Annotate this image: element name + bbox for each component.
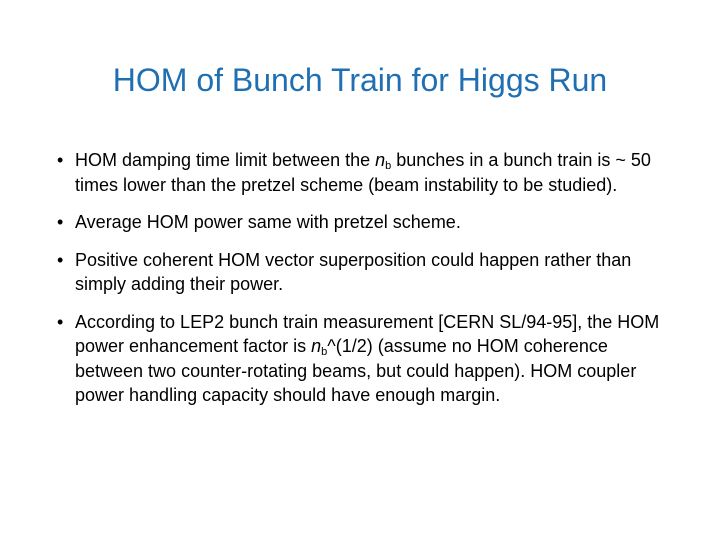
slide-title: HOM of Bunch Train for Higgs Run bbox=[112, 62, 608, 98]
bullet-dot-icon: • bbox=[57, 249, 64, 270]
bullet-item-2 bbox=[57, 210, 672, 235]
subscript-b: b bbox=[385, 160, 392, 172]
variable-n: n bbox=[311, 336, 322, 356]
bullet-list bbox=[57, 148, 672, 421]
bullet-text-post: ^(1/2) (assume no HOM coherence between two counter-rotating beams, but could happen). HOM coupler power handling capacity should have enough margin. bbox=[75, 336, 637, 405]
bullet-dot-icon: • bbox=[57, 311, 64, 332]
bullet-item-1 bbox=[57, 148, 672, 197]
subscript-b: b bbox=[321, 346, 328, 358]
bullet-item-4 bbox=[57, 310, 672, 408]
bullet-text-pre: HOM damping time limit between the bbox=[75, 150, 376, 170]
bullet-text-pre: According to LEP2 bunch train measurement [CERN SL/94-95], the HOM power enhancement factor is bbox=[75, 311, 660, 356]
bullet-text: Average HOM power same with pretzel scheme. bbox=[75, 212, 461, 232]
bullet-text: Positive coherent HOM vector superposition could happen rather than simply adding their power. bbox=[75, 249, 632, 294]
variable-n: n bbox=[375, 150, 386, 170]
bullet-dot-icon: • bbox=[57, 212, 64, 232]
bullet-item-3 bbox=[57, 248, 672, 297]
bullet-dot-icon: • bbox=[57, 150, 64, 170]
bullet-text-post: bunches in a bunch train is ~ 50 times lower than the pretzel scheme (beam instability to be studied). bbox=[75, 150, 651, 195]
